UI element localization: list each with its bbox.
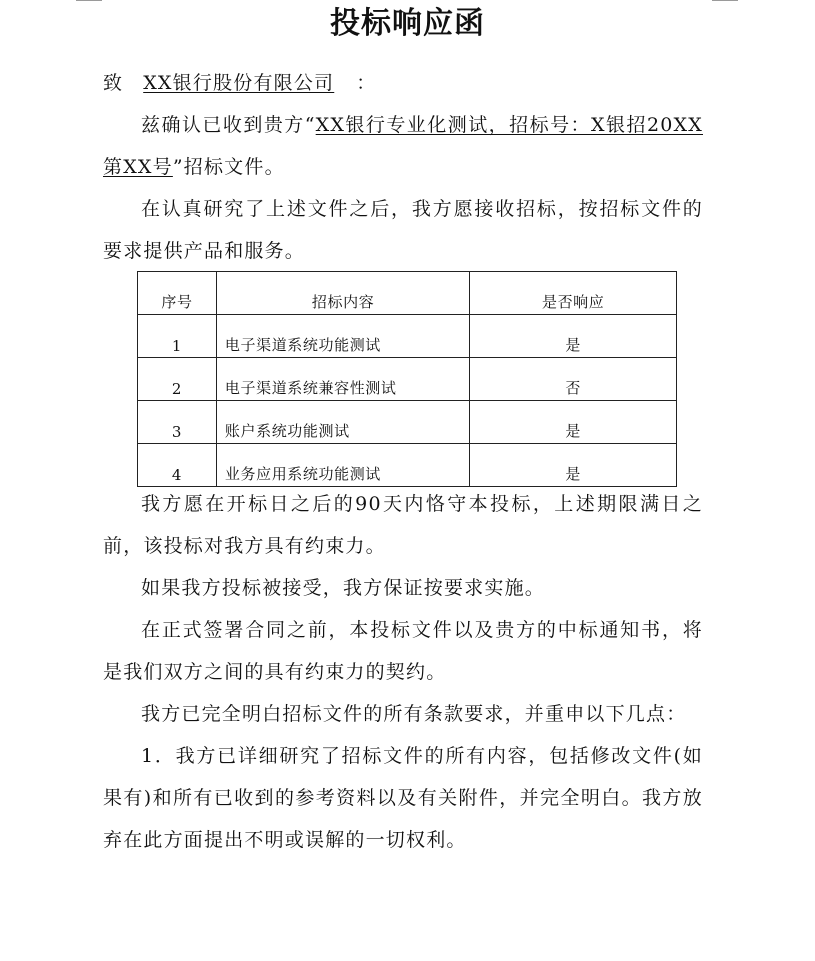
left-margin-mark [76, 0, 102, 1]
table-row [138, 401, 677, 444]
response-table [137, 271, 677, 487]
row-index: 1 [138, 315, 217, 358]
right-margin-mark [712, 0, 738, 1]
addressee-line [103, 62, 703, 104]
intro-section [103, 62, 703, 272]
row-response: 是 [470, 315, 677, 358]
row-content: 业务应用系统功能测试 [216, 444, 469, 487]
reaffirm-paragraph: 我方已完全明白招标文件的所有条款要求，并重申以下几点： [141, 703, 687, 725]
addressee-bank-name: XX银行股份有限公司 [143, 72, 335, 94]
row-response: 否 [470, 358, 677, 401]
row-content: 电子渠道系统功能测试 [216, 315, 469, 358]
addressee-prefix: 致 [103, 72, 124, 94]
row-index: 3 [138, 401, 217, 444]
guarantee-paragraph: 如果我方投标被接受，我方保证按要求实施。 [141, 577, 546, 599]
contract-paragraph: 在正式签署合同之前，本投标文件以及贵方的中标通知书，将是我们双方之间的具有约束力的契约。 [103, 619, 703, 683]
row-index: 4 [138, 444, 217, 487]
table-header-row [138, 272, 677, 315]
tender-reference: XX银行专业化测试，招标号：X银招20XX第XX号 [103, 114, 703, 178]
addressee-suffix: ： [356, 72, 377, 94]
row-content: 账户系统功能测试 [216, 401, 469, 444]
row-response: 是 [470, 401, 677, 444]
row-content: 电子渠道系统兼容性测试 [216, 358, 469, 401]
document-title: 投标响应函 [330, 6, 485, 41]
header-response: 是否响应 [470, 272, 677, 315]
validity-paragraph: 我方愿在开标日之后的90天内恪守本投标，上述期限满日之前，该投标对我方具有约束力。 [103, 493, 703, 557]
header-content: 招标内容 [216, 272, 469, 315]
receipt-paragraph: 兹确认已收到贵方“XX银行专业化测试，招标号：X银招20XX第XX号”招标文件。 [103, 114, 703, 178]
row-response: 是 [470, 444, 677, 487]
table-row [138, 444, 677, 487]
row-index: 2 [138, 358, 217, 401]
header-index: 序号 [138, 272, 217, 315]
table-row [138, 315, 677, 358]
clause-1-paragraph: 1．我方已详细研究了招标文件的所有内容，包括修改文件(如果有)和所有已收到的参考资料以及有关附件，并完全明白。我方放弃在此方面提出不明或误解的一切权利。 [103, 745, 703, 851]
acceptance-paragraph: 在认真研究了上述文件之后，我方愿接收招标，按招标文件的要求提供产品和服务。 [103, 198, 703, 262]
terms-section [103, 483, 703, 861]
table-row [138, 358, 677, 401]
